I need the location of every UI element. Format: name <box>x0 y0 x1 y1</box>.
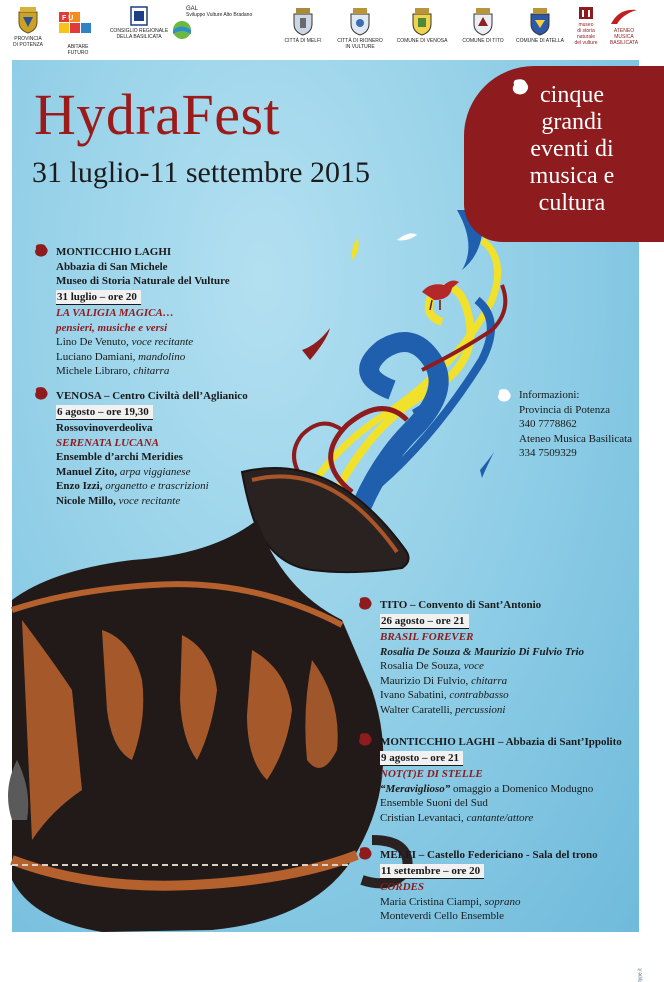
crest-icon <box>472 6 494 36</box>
event-show-title: LA VALIGIA MAGICA… <box>56 307 174 319</box>
regione-icon <box>130 6 148 26</box>
performer: Rosalia De Souza, voce <box>380 660 484 672</box>
performer: Nicole Millo, voce recitante <box>56 494 181 507</box>
event-date: 9 agosto – ore 21 <box>380 751 463 767</box>
event-melfi <box>380 848 598 924</box>
event-show-title: NOT(T)E DI STELLE <box>380 768 483 780</box>
event-date: 31 luglio – ore 20 <box>56 290 141 306</box>
performer: Monteverdi Cello Ensemble <box>380 910 505 922</box>
event-place: MELFI – Castello Federiciano - Sala del trono <box>380 849 598 861</box>
performer: Manuel Zito, arpa viggianese <box>56 465 191 478</box>
hydria-vase-illustration <box>12 460 432 932</box>
vase-icon <box>356 732 374 747</box>
banner-tagline: cinque grandi eventi di musica e cultura <box>529 82 615 216</box>
logo-museo-storia-naturale: museo di storia naturale del vulture <box>572 6 600 46</box>
event-venosa <box>56 389 248 508</box>
logo-abitare-futuro: F U ABITARE FUTURO <box>56 6 100 56</box>
poster-field <box>12 60 644 982</box>
gal-icon <box>172 20 192 40</box>
event-ensemble: Ensemble Suoni del Sud <box>380 797 488 809</box>
performer: Enzo Izzi, organetto e trascrizioni <box>56 480 209 492</box>
event-date: 6 agosto – ore 19,30 <box>56 405 153 421</box>
performer: Lino De Venuto, voce recitante <box>56 336 194 348</box>
designer-credit: type.it <box>637 968 644 982</box>
logo-ateneo-musica: ATENEO MUSICA BASILICATA <box>604 6 644 46</box>
performer: Michele Libraro, chitarra <box>56 365 170 377</box>
event-show-subtitle: pensieri, musiche e versi <box>56 321 168 334</box>
event-date: 11 settembre – ore 20 <box>380 864 484 880</box>
performer: Maria Cristina Ciampi, soprano <box>380 895 521 908</box>
event-show-title: SERENATA LUCANA <box>56 436 160 449</box>
crest-icon <box>349 6 371 36</box>
performer: Ivano Sabatini, contrabbasso <box>380 689 509 701</box>
logo-comune-di-atella: COMUNE DI ATELLA <box>513 6 567 44</box>
vase-icon <box>32 243 50 258</box>
performer: Luciano Damiani, mandolino <box>56 350 186 363</box>
performer: Walter Caratelli, percussioni <box>380 703 506 716</box>
vase-icon <box>495 388 513 403</box>
event-ensemble: Ensemble d’archi Meridies <box>56 451 183 463</box>
logo-comune-di-tito: COMUNE DI TITO <box>458 6 508 44</box>
logo-citta-di-rionero: CITTÀ DI RIONERO IN VULTURE <box>333 6 387 50</box>
vase-icon <box>356 596 374 611</box>
event-place: MONTICCHIO LAGHI – Abbazia di Sant’Ippolito <box>380 736 622 748</box>
performer: Maurizio Di Fulvio, chitarra <box>380 674 508 687</box>
sponsor-logos <box>0 0 650 58</box>
logo-consiglio-regionale: CONSIGLIO REGIONALE DELLA BASILICATA <box>104 6 174 40</box>
event-tito <box>380 598 584 717</box>
crest-icon <box>529 6 551 36</box>
logo-citta-di-melfi: CITTÀ DI MELFI <box>280 6 326 44</box>
coat-of-arms-icon <box>17 6 39 34</box>
event-monticchio-2 <box>380 735 622 825</box>
event-venue: Abbazia di San Michele <box>56 260 168 273</box>
logo-gal: GAL Sviluppo Vulture Alto Bradano <box>172 6 256 18</box>
info-contacts: Informazioni: Provincia di Potenza 340 7778862 Ateneo Musica Basilicata 334 7509329 <box>519 389 633 459</box>
event-place: TITO – Convento di Sant’Antonio <box>380 599 542 611</box>
museum-icon <box>578 6 594 20</box>
event-show-subtitle: “Meraviglioso” omaggio a Domenico Modugno <box>380 782 594 795</box>
event-show-title: BRASIL FOREVER <box>380 631 474 643</box>
crest-icon <box>411 6 433 36</box>
logo-provincia-di-potenza: PROVINCIA DI POTENZA <box>8 6 48 48</box>
vase-icon <box>32 386 50 401</box>
vase-icon <box>356 846 374 861</box>
event-place: MONTICCHIO LAGHI <box>56 246 172 258</box>
event-date: 26 agosto – ore 21 <box>380 614 469 630</box>
event-group: Rossovinoverdeoliva <box>56 422 153 434</box>
event-place: VENOSA – Centro Civiltà dell’Aglianico <box>56 390 248 402</box>
event-monticchio-1 <box>56 245 230 379</box>
svg-text:F U: F U <box>62 15 74 22</box>
festival-dates: 31 luglio-11 settembre 2015 <box>32 156 370 189</box>
music-swirl-icon <box>609 6 639 26</box>
abitare-futuro-icon <box>57 6 99 42</box>
festival-title: HydraFest <box>34 82 281 147</box>
event-show-subtitle: Rosalia De Souza & Maurizio Di Fulvio Trio <box>380 645 585 658</box>
crest-icon <box>292 6 314 36</box>
performer: Cristian Levantaci, cantante/attore <box>380 811 534 824</box>
event-venue: Museo di Storia Naturale del Vulture <box>56 275 230 287</box>
logo-comune-di-venosa: COMUNE DI VENOSA <box>394 6 450 44</box>
event-show-title: CORDES <box>380 881 425 893</box>
